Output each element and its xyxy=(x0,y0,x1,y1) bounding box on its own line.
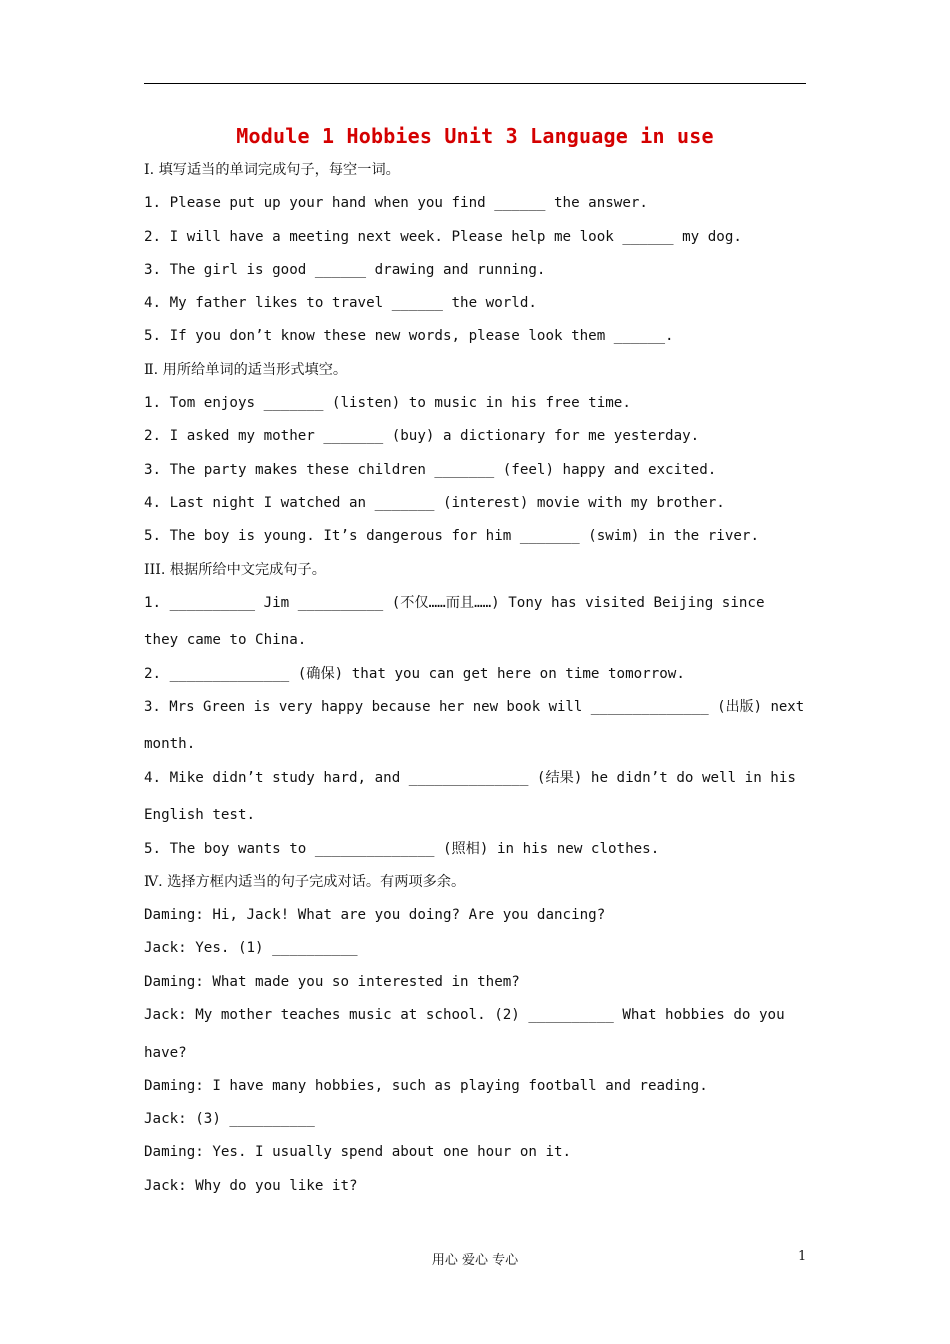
question-line: 4. Mike didn’t study hard, and ______________ (结果) he didn’t do well in his xyxy=(144,769,796,786)
question-line: 2. I asked my mother _______ (buy) a dictionary for me yesterday. xyxy=(144,428,700,445)
header-rule xyxy=(144,83,806,84)
question-line-continued: they came to China. xyxy=(144,632,307,649)
dialogue-line: Jack: Why do you like it? xyxy=(144,1177,358,1194)
dialogue-line: Daming: Hi, Jack! What are you doing? Are you dancing? xyxy=(144,907,606,924)
question-line: 2. I will have a meeting next week. Please help me look ______ my dog. xyxy=(144,228,742,245)
question-line: 5. The boy wants to ______________ (照相) in his new clothes. xyxy=(144,840,660,857)
dialogue-line: Daming: What made you so interested in them? xyxy=(144,973,520,990)
question-line: 3. Mrs Green is very happy because her new book will ______________ (出版) next xyxy=(144,698,805,715)
question-line-continued: English test. xyxy=(144,807,256,824)
dialogue-line: Jack: Yes. (1) __________ xyxy=(144,940,358,957)
document-title: Module 1 Hobbies Unit 3 Language in use xyxy=(236,124,714,148)
question-line: 1. Please put up your hand when you find ______ the answer. xyxy=(144,195,648,212)
question-line: 3. The girl is good ______ drawing and running. xyxy=(144,261,546,278)
page-footer: 用心 爱心 专心 xyxy=(431,1253,519,1268)
dialogue-line-continued: have? xyxy=(144,1044,187,1061)
question-line: 5. The boy is young. It’s dangerous for him _______ (swim) in the river. xyxy=(144,528,759,545)
section-3-heading: III. 根据所给中文完成句子。 xyxy=(144,561,326,578)
question-line: 1. Tom enjoys _______ (listen) to music in his free time. xyxy=(144,395,631,412)
question-line: 2. ______________ (确保) that you can get here on time tomorrow. xyxy=(144,665,685,682)
question-line: 4. Last night I watched an _______ (interest) movie with my brother. xyxy=(144,494,725,511)
dialogue-line: Jack: (3) __________ xyxy=(144,1111,315,1128)
question-line: 4. My father likes to travel ______ the world. xyxy=(144,295,537,312)
question-line: 5. If you don’t know these new words, please look them ______. xyxy=(144,328,674,345)
question-line: 1. __________ Jim __________ (不仅……而且……) Tony has visited Beijing since xyxy=(144,594,765,611)
dialogue-line: Daming: Yes. I usually spend about one hour on it. xyxy=(144,1144,572,1161)
question-line-continued: month. xyxy=(144,736,196,753)
dialogue-line: Jack: My mother teaches music at school. (2) __________ What hobbies do you xyxy=(144,1007,785,1024)
section-1-heading: Ⅰ. 填写适当的单词完成句子，每空一词。 xyxy=(144,162,400,178)
dialogue-line: Daming: I have many hobbies, such as playing football and reading. xyxy=(144,1077,708,1094)
section-4-heading: Ⅳ. 选择方框内适当的句子完成对话。有两项多余。 xyxy=(144,873,466,890)
section-2-heading: Ⅱ. 用所给单词的适当形式填空。 xyxy=(144,361,348,378)
exercise-content xyxy=(144,160,806,1209)
page-number: 1 xyxy=(798,1249,807,1264)
question-line: 3. The party makes these children _______ (feel) happy and excited. xyxy=(144,461,717,478)
